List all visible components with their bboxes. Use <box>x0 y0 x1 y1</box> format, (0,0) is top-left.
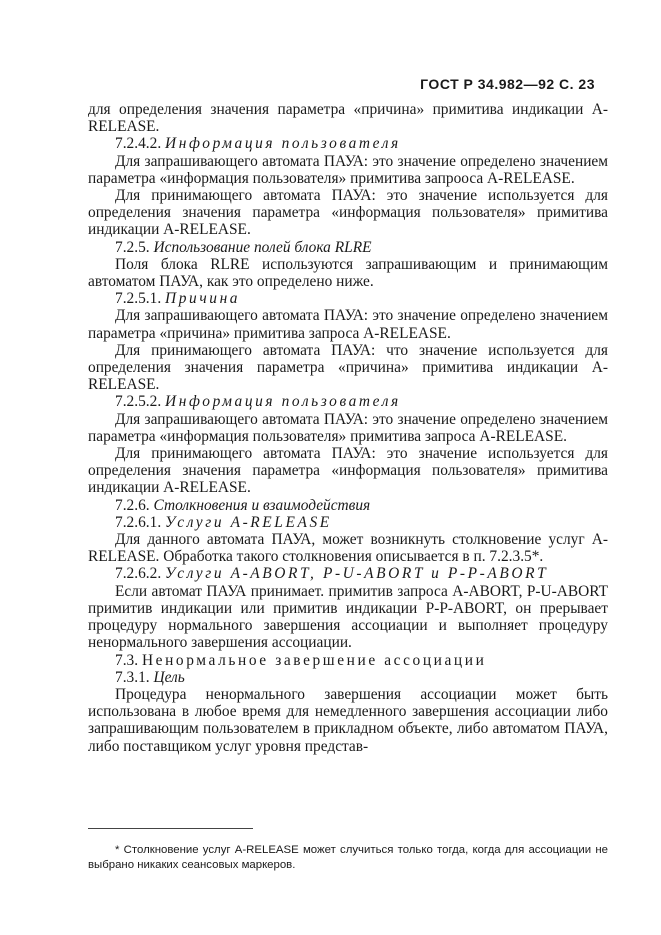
section-heading-7-2-4-2: 7.2.4.2. Информация пользователя <box>115 135 401 153</box>
body-text <box>88 101 608 755</box>
section-heading-7-2-5: 7.2.5. Использование полей блока RLRE <box>115 238 372 256</box>
section-heading-7-2-5-1: 7.2.5.1. Причина <box>115 290 241 308</box>
paragraph: Для запрашивающего автомата ПАУА: это значение определено значением параметра «информация пользователя» примитива запрооса A-RELEASE. <box>88 152 608 187</box>
paragraph: Для принимающего автомата ПАУА: это значение используется для определения значения параметра «информация пользователя» примитива индикации A-RELEASE. <box>88 187 608 239</box>
paragraph: Поля блока RLRE используются запрашивающим и принимающим автоматом ПАУА, как это определено ниже. <box>88 255 608 291</box>
paragraph: Для данного автомата ПАУА, может возникнуть столкновение услуг A-RELEASE. Обработка такого столкновения описывается в п. 7.2.3.5*. <box>88 531 608 566</box>
section-heading-7-2-6-1: 7.2.6.1. Услуги A-RELEASE <box>115 513 332 531</box>
paragraph: Для принимающего автомата ПАУА: это значение используется для определения значения параметра «информация пользователя» примитива индикации A-RELEASE. <box>88 445 608 497</box>
paragraph: Если автомат ПАУА принимает. примитив запроса A-ABORT, P-U-ABORT примитив индикации или примитив индикации P-P-ABORT, он прерывает процедуру нормального завершения ассоциации и выполняет процедуру ненормального завершения ассоциации. <box>88 582 608 652</box>
section-heading-7-3: 7.3. Ненормальное завершение ассоциации <box>115 651 487 669</box>
paragraph: Процедура ненормального завершения ассоциации может быть использована в любое время для немедленного завершения ассоциации либо запрашивающим пользователем в прикладном объекте, либо автоматом ПАУА, либо поставщиком услуг уровня представ- <box>88 685 608 755</box>
footnote-divider <box>88 828 253 829</box>
paragraph: для определения значения параметра «причина» примитива индикации A-RELEASE. <box>88 101 608 136</box>
section-heading-7-2-6-2: 7.2.6.2. Услуги A-ABORT, P-U-ABORT и P-P-ABORT <box>115 565 549 583</box>
section-heading-7-3-1: 7.3.1. Цель <box>115 668 185 686</box>
paragraph: Для принимающего автомата ПАУА: что значение используется для определения значения параметра «причина» примитива индикации A-RELEASE. <box>88 341 608 394</box>
paragraph: Для запрашивающего автомата ПАУА: это значение определено значением параметра «причина» примитива запроса A-RELEASE. <box>88 307 608 342</box>
section-heading-7-2-5-2: 7.2.5.2. Информация пользователя <box>115 393 401 411</box>
paragraph: Для запрашивающего автомата ПАУА: это значение определено значением параметра «информация пользователя» примитива запроса A-RELEASE. <box>88 410 608 445</box>
footnote: * Столкновение услуг A-RELEASE может случиться только тогда, когда для ассоциации не выбрано никаких сеансовых маркеров. <box>88 844 608 871</box>
running-head: ГОСТ Р 34.982—92 С. 23 <box>420 76 595 92</box>
section-heading-7-2-6: 7.2.6. Столкновения и взаимодействия <box>115 496 371 514</box>
